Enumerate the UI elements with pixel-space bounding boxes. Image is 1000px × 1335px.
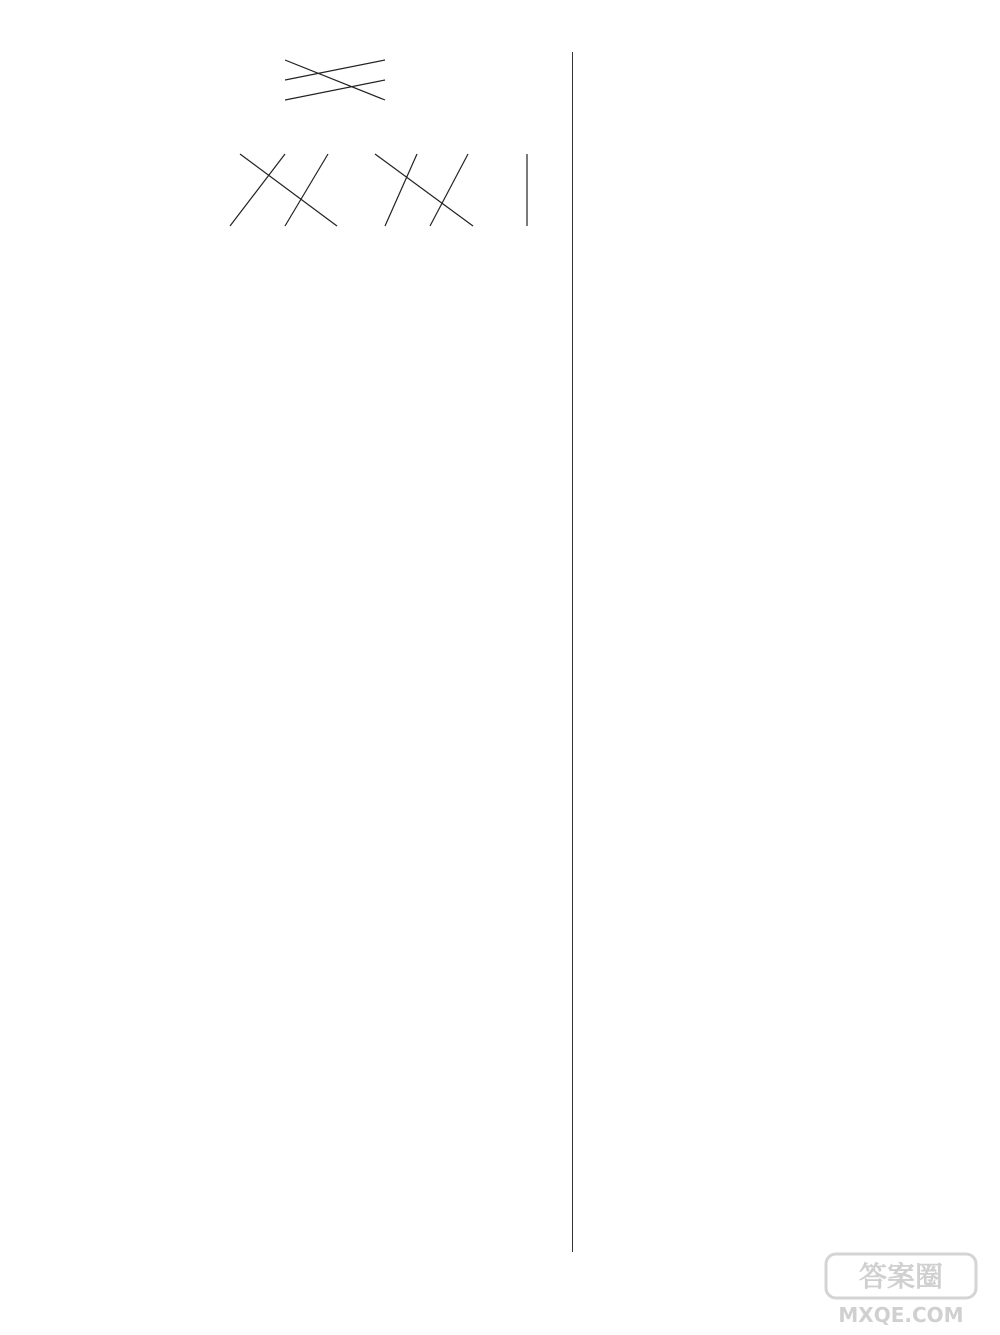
pinyin-line bbox=[430, 154, 468, 226]
fruit-match-exercise bbox=[185, 50, 565, 118]
match-lines bbox=[285, 50, 395, 116]
svg-text:MXQE.COM: MXQE.COM bbox=[838, 1303, 964, 1327]
pinyin-line bbox=[240, 154, 337, 226]
match-line bbox=[285, 60, 385, 100]
pinyin-match-exercise bbox=[185, 122, 565, 258]
column-divider bbox=[572, 52, 573, 1252]
match-line bbox=[285, 80, 385, 100]
match-line bbox=[285, 60, 385, 80]
left-column bbox=[185, 50, 565, 258]
pinyin-line bbox=[230, 154, 285, 226]
char-row bbox=[185, 224, 565, 254]
fruit-match-line bbox=[185, 50, 565, 122]
watermark-logo bbox=[820, 1250, 990, 1330]
svg-text:答案圈: 答案圈 bbox=[858, 1260, 944, 1293]
